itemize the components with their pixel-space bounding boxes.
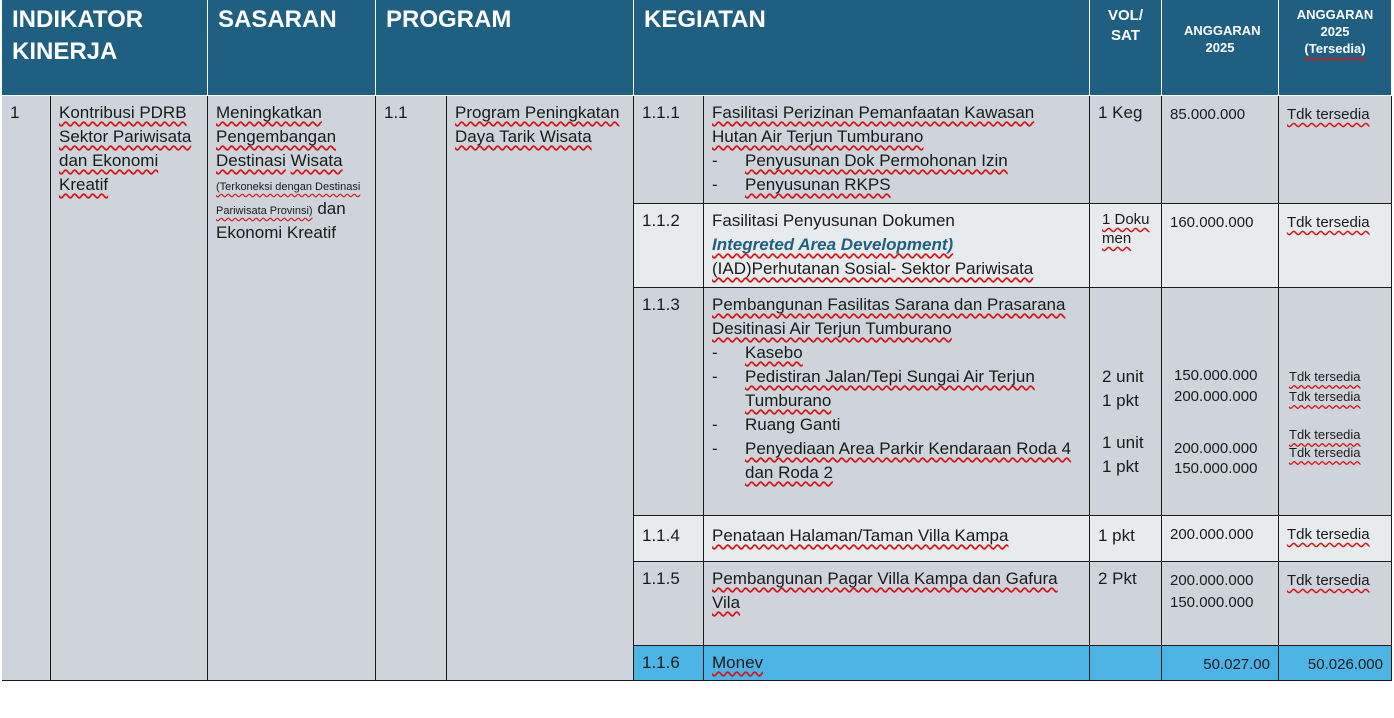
row-111-tersedia-text: Tdk tersedia	[1287, 106, 1370, 123]
row-114-anggaran-text: 200.000.000	[1170, 526, 1254, 543]
indikator-no	[2, 96, 51, 681]
row-112-title: Fasilitasi Penyusunan Dokumen	[712, 211, 955, 230]
header-sasaran	[208, 0, 376, 96]
header-vol-text: VOL/ SAT	[1107, 7, 1143, 44]
row-111-title: Fasilitasi Perizinan Pemanfaatan Kawasan Hutan Air Terjun Tumburano	[712, 103, 1035, 146]
row-114-no	[634, 516, 704, 562]
row-114-no-text: 1.1.4	[642, 526, 680, 545]
row-112-anggaran-text: 160.000.000	[1170, 214, 1254, 231]
header-anggaran-tersedia	[1279, 0, 1392, 96]
row-113-sub-2: - Pedistiran Jalan/Tepi Sungai Air Terjun Tumburano	[712, 365, 1081, 413]
row-115-tersedia-text: Tdk tersedia	[1287, 572, 1370, 589]
row-112-title-em: Integreted Area Development)	[712, 235, 954, 254]
header-kegiatan-text: KEGIATAN	[644, 6, 766, 33]
row-111-vol-text: 1 Keg	[1098, 103, 1143, 122]
indikator-no-text: 1	[10, 103, 20, 122]
row-113-sub-1: - Kasebo	[712, 341, 1081, 365]
row-114-vol-text: 1 pkt	[1098, 526, 1135, 545]
row-113-vol-4: 1 pkt	[1102, 457, 1139, 476]
row-112-tersedia-text: Tdk tersedia	[1287, 214, 1370, 231]
row-116-title: Monev	[712, 653, 764, 672]
row-114-anggaran	[1162, 516, 1279, 562]
row-111-vol	[1090, 96, 1162, 204]
row-113-tersedia-4: Tdk tersedia	[1289, 445, 1361, 460]
row-113-anggaran-2: 200.000.000	[1174, 388, 1258, 405]
row-113-vol-2: 1 pkt	[1102, 391, 1139, 410]
row-113-vol	[1090, 288, 1162, 516]
row-115-anggaran	[1162, 562, 1279, 646]
row-116-kegiatan	[704, 646, 1090, 681]
slide-frame	[2, 0, 1392, 716]
row-112-vol	[1090, 204, 1162, 288]
program-no	[376, 96, 447, 681]
program-no-text: 1.1	[384, 103, 408, 122]
row-113-title: Pembangunan Fasilitas Sarana dan Prasarana Desitinasi Air Terjun Tumburano	[712, 295, 1066, 338]
header-kegiatan	[634, 0, 1090, 96]
row-111-kegiatan	[704, 96, 1090, 204]
row-115-title: Pembangunan Pagar Villa Kampa dan Gafura Vila	[712, 569, 1058, 612]
row-113-tersedia-3: Tdk tersedia	[1289, 427, 1361, 442]
header-program-text: PROGRAM	[386, 6, 512, 33]
indikator-text: Kontribusi PDRB Sektor Pariwisata dan Ekonomi Kreatif	[59, 103, 192, 194]
row-112-tersedia	[1279, 204, 1392, 288]
header-indikator-text: INDIKATOR KINERJA	[12, 6, 144, 65]
row-116-anggaran-text: 50.027.00	[1203, 656, 1270, 673]
row-115-anggaran-1: 200.000.000	[1170, 572, 1254, 589]
row-115-tersedia	[1279, 562, 1392, 646]
row-113-tersedia	[1279, 288, 1392, 516]
row-115-kegiatan	[704, 562, 1090, 646]
row-111-sub-1-text: Penyusunan Dok Permohonan Izin	[745, 151, 1008, 170]
row-111-sub-2-text: Penyusunan RKPS	[745, 175, 891, 194]
row-111-anggaran-text: 85.000.000	[1170, 106, 1246, 123]
sasaran-cell	[208, 96, 376, 681]
header-vol	[1090, 0, 1162, 96]
row-115-vol-text: 2 Pkt	[1098, 569, 1137, 588]
row-114-tersedia-text: Tdk tersedia	[1287, 526, 1370, 543]
row-112-vol-text: 1 Doku men	[1102, 211, 1150, 247]
row-113-no	[634, 288, 704, 516]
header-sasaran-text: SASARAN	[218, 6, 337, 33]
row-111-sub-1: - Penyusunan Dok Permohonan Izin	[712, 149, 1081, 173]
sasaran-text-3: dan Ekonomi Kreatif	[216, 199, 346, 242]
row-112-anggaran	[1162, 204, 1279, 288]
row-112-kegiatan	[704, 204, 1090, 288]
sasaran-text-small: (Terkoneksi dengan Destinasi Pariwisata Provinsi)	[216, 181, 361, 217]
row-116-tersedia-text: 50.026.000	[1307, 656, 1383, 673]
row-111-no	[634, 96, 704, 204]
row-113-sub-3-text: Ruang Ganti	[745, 415, 841, 434]
row-114-vol	[1090, 516, 1162, 562]
header-program	[376, 0, 634, 96]
header-anggaran	[1162, 0, 1279, 96]
row-116-vol	[1090, 646, 1162, 681]
row-114-tersedia	[1279, 516, 1392, 562]
row-111-sub-2: - Penyusunan RKPS	[712, 173, 1081, 197]
row-113-tersedia-2: Tdk tersedia	[1289, 389, 1361, 404]
row-113-vol-3: 1 unit	[1102, 433, 1144, 452]
row-113-sub-4: - Penyediaan Area Parkir Kendaraan Roda 4 dan Roda 2	[712, 437, 1081, 485]
row-113-sub-3: - Ruang Ganti	[712, 413, 1081, 437]
row-113-no-text: 1.1.3	[642, 295, 680, 314]
row-113-kegiatan	[704, 288, 1090, 516]
row-116-no	[634, 646, 704, 681]
row-115-anggaran-2: 150.000.000	[1170, 594, 1254, 611]
sasaran-text-2: Wisata	[290, 151, 343, 170]
row-112-title-tail: (IAD)Perhutanan Sosial- Sektor Pariwisata	[712, 259, 1034, 278]
row-113-sub-4-text: Penyediaan Area Parkir Kendaraan Roda 4 dan Roda 2	[745, 439, 1072, 482]
row-116-no-text: 1.1.6	[642, 653, 680, 672]
footer-band	[2, 681, 1392, 716]
row-113-tersedia-1: Tdk tersedia	[1289, 369, 1361, 384]
row-115-no-text: 1.1.5	[642, 569, 680, 588]
row-113-sub-1-text: Kasebo	[745, 343, 803, 362]
row-115-no	[634, 562, 704, 646]
row-113-sub-2-text: Pedistiran Jalan/Tepi Sungai Air Terjun Tumburano	[745, 367, 1035, 410]
row-116-anggaran	[1162, 646, 1279, 681]
row-111-no-text: 1.1.1	[642, 103, 680, 122]
row-113-anggaran	[1162, 288, 1279, 516]
row-112-no	[634, 204, 704, 288]
header-anggaran-tersedia-l1: ANGGARAN 2025	[1296, 7, 1374, 39]
row-111-anggaran	[1162, 96, 1279, 204]
row-114-title: Penataan Halaman/Taman Villa Kampa	[712, 526, 1009, 545]
row-113-anggaran-1: 150.000.000	[1174, 367, 1258, 384]
row-111-tersedia	[1279, 96, 1392, 204]
indikator-text-cell	[51, 96, 208, 681]
row-113-vol-1: 2 unit	[1102, 367, 1144, 386]
row-113-anggaran-4: 150.000.000	[1174, 460, 1258, 477]
row-115-vol	[1090, 562, 1162, 646]
row-113-anggaran-3: 200.000.000	[1174, 440, 1258, 457]
header-anggaran-tersedia-l2: (Tersedia)	[1304, 41, 1366, 56]
header-indikator	[2, 0, 208, 96]
row-114-kegiatan	[704, 516, 1090, 562]
sasaran-text-1: Meningkatkan Pengembangan Destinasi	[216, 103, 337, 170]
row-112-no-text: 1.1.2	[642, 211, 680, 230]
program-text-cell	[447, 96, 634, 681]
header-anggaran-text: ANGGARAN 2025	[1184, 23, 1261, 55]
row-116-tersedia	[1279, 646, 1392, 681]
program-text: Program Peningkatan Daya Tarik Wisata	[455, 103, 620, 146]
